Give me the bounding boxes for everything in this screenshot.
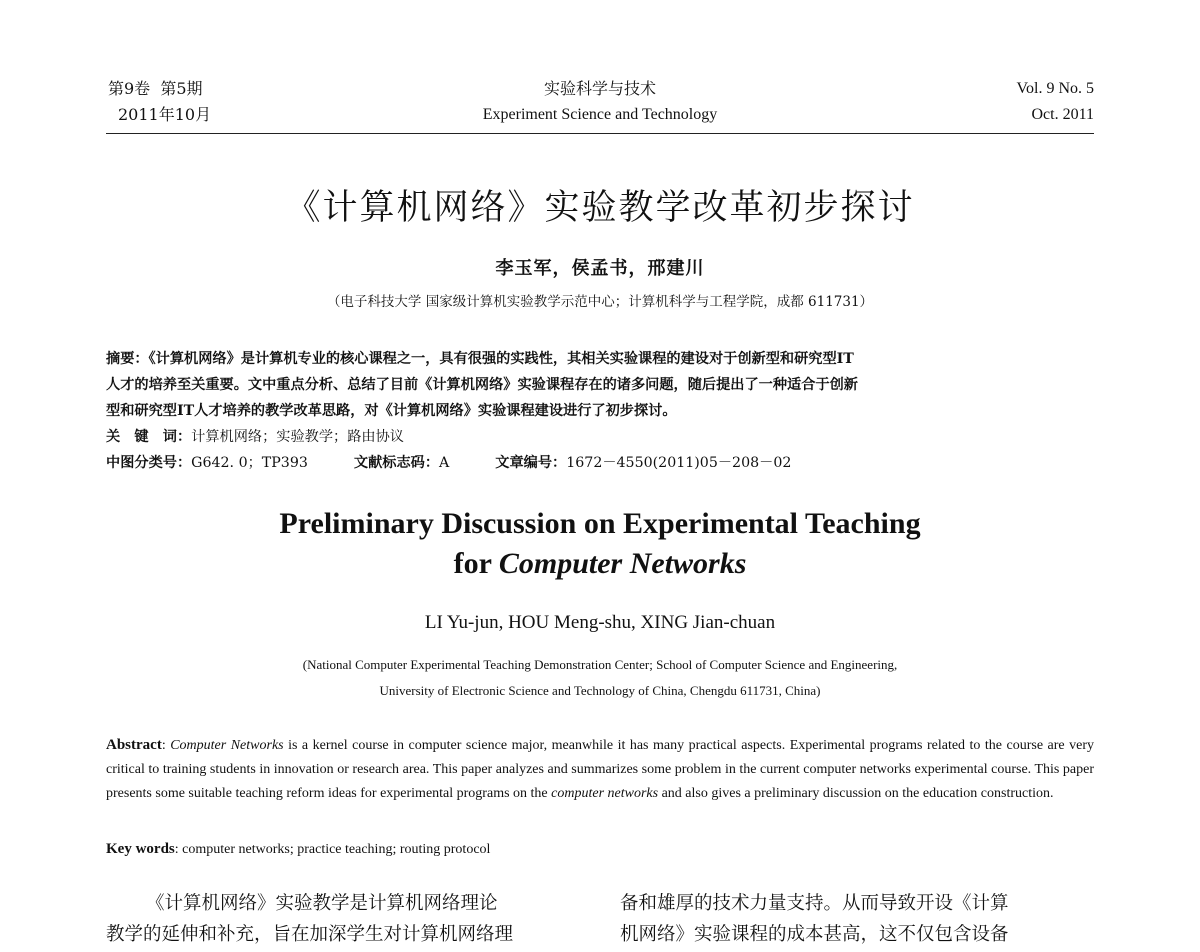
en-keywords-value: computer networks; practice teaching; routing protocol [182, 842, 491, 857]
cn-title: 《计算机网络》实验教学改革初步探讨 [285, 188, 915, 228]
body-left-line-2: 教学的延伸和补充，旨在加深学生对计算机网络理 [106, 924, 514, 945]
en-affiliation-line-1: (National Computer Experimental Teaching Demonstration Center; School of Computer Science and Engineering, [302, 657, 898, 672]
article-no-label: 文章编号： [495, 455, 567, 471]
en-title-line-1: Preliminary Discussion on Experimental Teaching [279, 507, 921, 540]
en-affiliation [0, 652, 1200, 704]
issue-date: 2011年10月 [118, 105, 212, 124]
en-keywords: Key words: computer networks; practice teaching; routing protocol [106, 841, 491, 857]
cn-abstract-line-1: 摘要：《计算机网络》是计算机专业的核心课程之一，具有很强的实践性，其相关实验课程的建设对于创新型和研究型IT [106, 351, 854, 367]
doc-code-value: A [439, 455, 450, 471]
cn-affiliation: （电子科技大学 国家级计算机实验教学示范中心；计算机科学与工程学院，成都 611731） [326, 294, 874, 310]
en-title [0, 504, 1200, 584]
en-affiliation-line-2: University of Electronic Science and Technology of China, Chengdu 611731, China) [379, 683, 821, 698]
article-no-value: 1672－4550(2011)05－208－02 [566, 455, 792, 471]
en-abstract-label: Abstract [106, 737, 162, 753]
en-abstract: Abstract: Computer Networks is a kernel course in computer science major, meanwhile it has many practical aspects. Experimental programs related to the course are very critical to training students in innovation or research area. This paper analyzes and summarizes some problem in the current computer networks experimental course. This paper presents some suitable teaching reform ideas for experimental programs on the computer networks and also gives a preliminary discussion on the education construction. [106, 737, 1095, 801]
cn-abstract-label: 摘要： [106, 351, 149, 367]
journal-name-en: Experiment Science and Technology [482, 106, 718, 123]
cn-abstract [106, 346, 1094, 424]
cn-classification [106, 450, 1094, 476]
volume-issue: 第9卷 第5期 [108, 79, 203, 98]
body-right-line-1: 备和雄厚的技术力量支持。从而导致开设《计算 [620, 893, 1009, 914]
body-column-right [620, 888, 1095, 950]
cn-abstract-line-2: 人才的培养至关重要。文中重点分析、总结了目前《计算机网络》实验课程存在的诸多问题，随后提出了一种适合于创新 [106, 377, 858, 393]
body-column-left [106, 888, 581, 950]
clc-label: 中图分类号： [106, 455, 192, 471]
date-en: Oct. 2011 [1031, 106, 1094, 123]
cn-keywords-label: 关 键 词： [106, 429, 192, 445]
cn-authors: 李玉军，侯孟书，邢建川 [495, 258, 705, 279]
en-title-line-2: for Computer Networks [453, 547, 747, 580]
journal-volume-en [1017, 76, 1095, 128]
cn-keywords [106, 424, 1094, 450]
en-keywords-label: Key words [106, 841, 175, 857]
body-right-line-2: 机网络》实验课程的成本甚高，这不仅包含设备 [620, 924, 1009, 945]
en-authors: LI Yu-jun, HOU Meng-shu, XING Jian-chuan [424, 612, 776, 633]
cn-keywords-value: 计算机网络；实验教学；路由协议 [191, 429, 404, 445]
clc-value: G642. 0；TP393 [191, 455, 308, 471]
doc-code-label: 文献标志码： [353, 455, 440, 471]
header-rule [106, 133, 1094, 134]
journal-name-cn: 实验科学与技术 [543, 79, 656, 98]
volume-en: Vol. 9 No. 5 [1016, 80, 1094, 97]
cn-abstract-line-3: 型和研究型IT人才培养的教学改革思路，对《计算机网络》实验课程建设进行了初步探讨。 [106, 403, 677, 419]
body-left-line-1: 《计算机网络》实验教学是计算机网络理论 [146, 893, 498, 914]
